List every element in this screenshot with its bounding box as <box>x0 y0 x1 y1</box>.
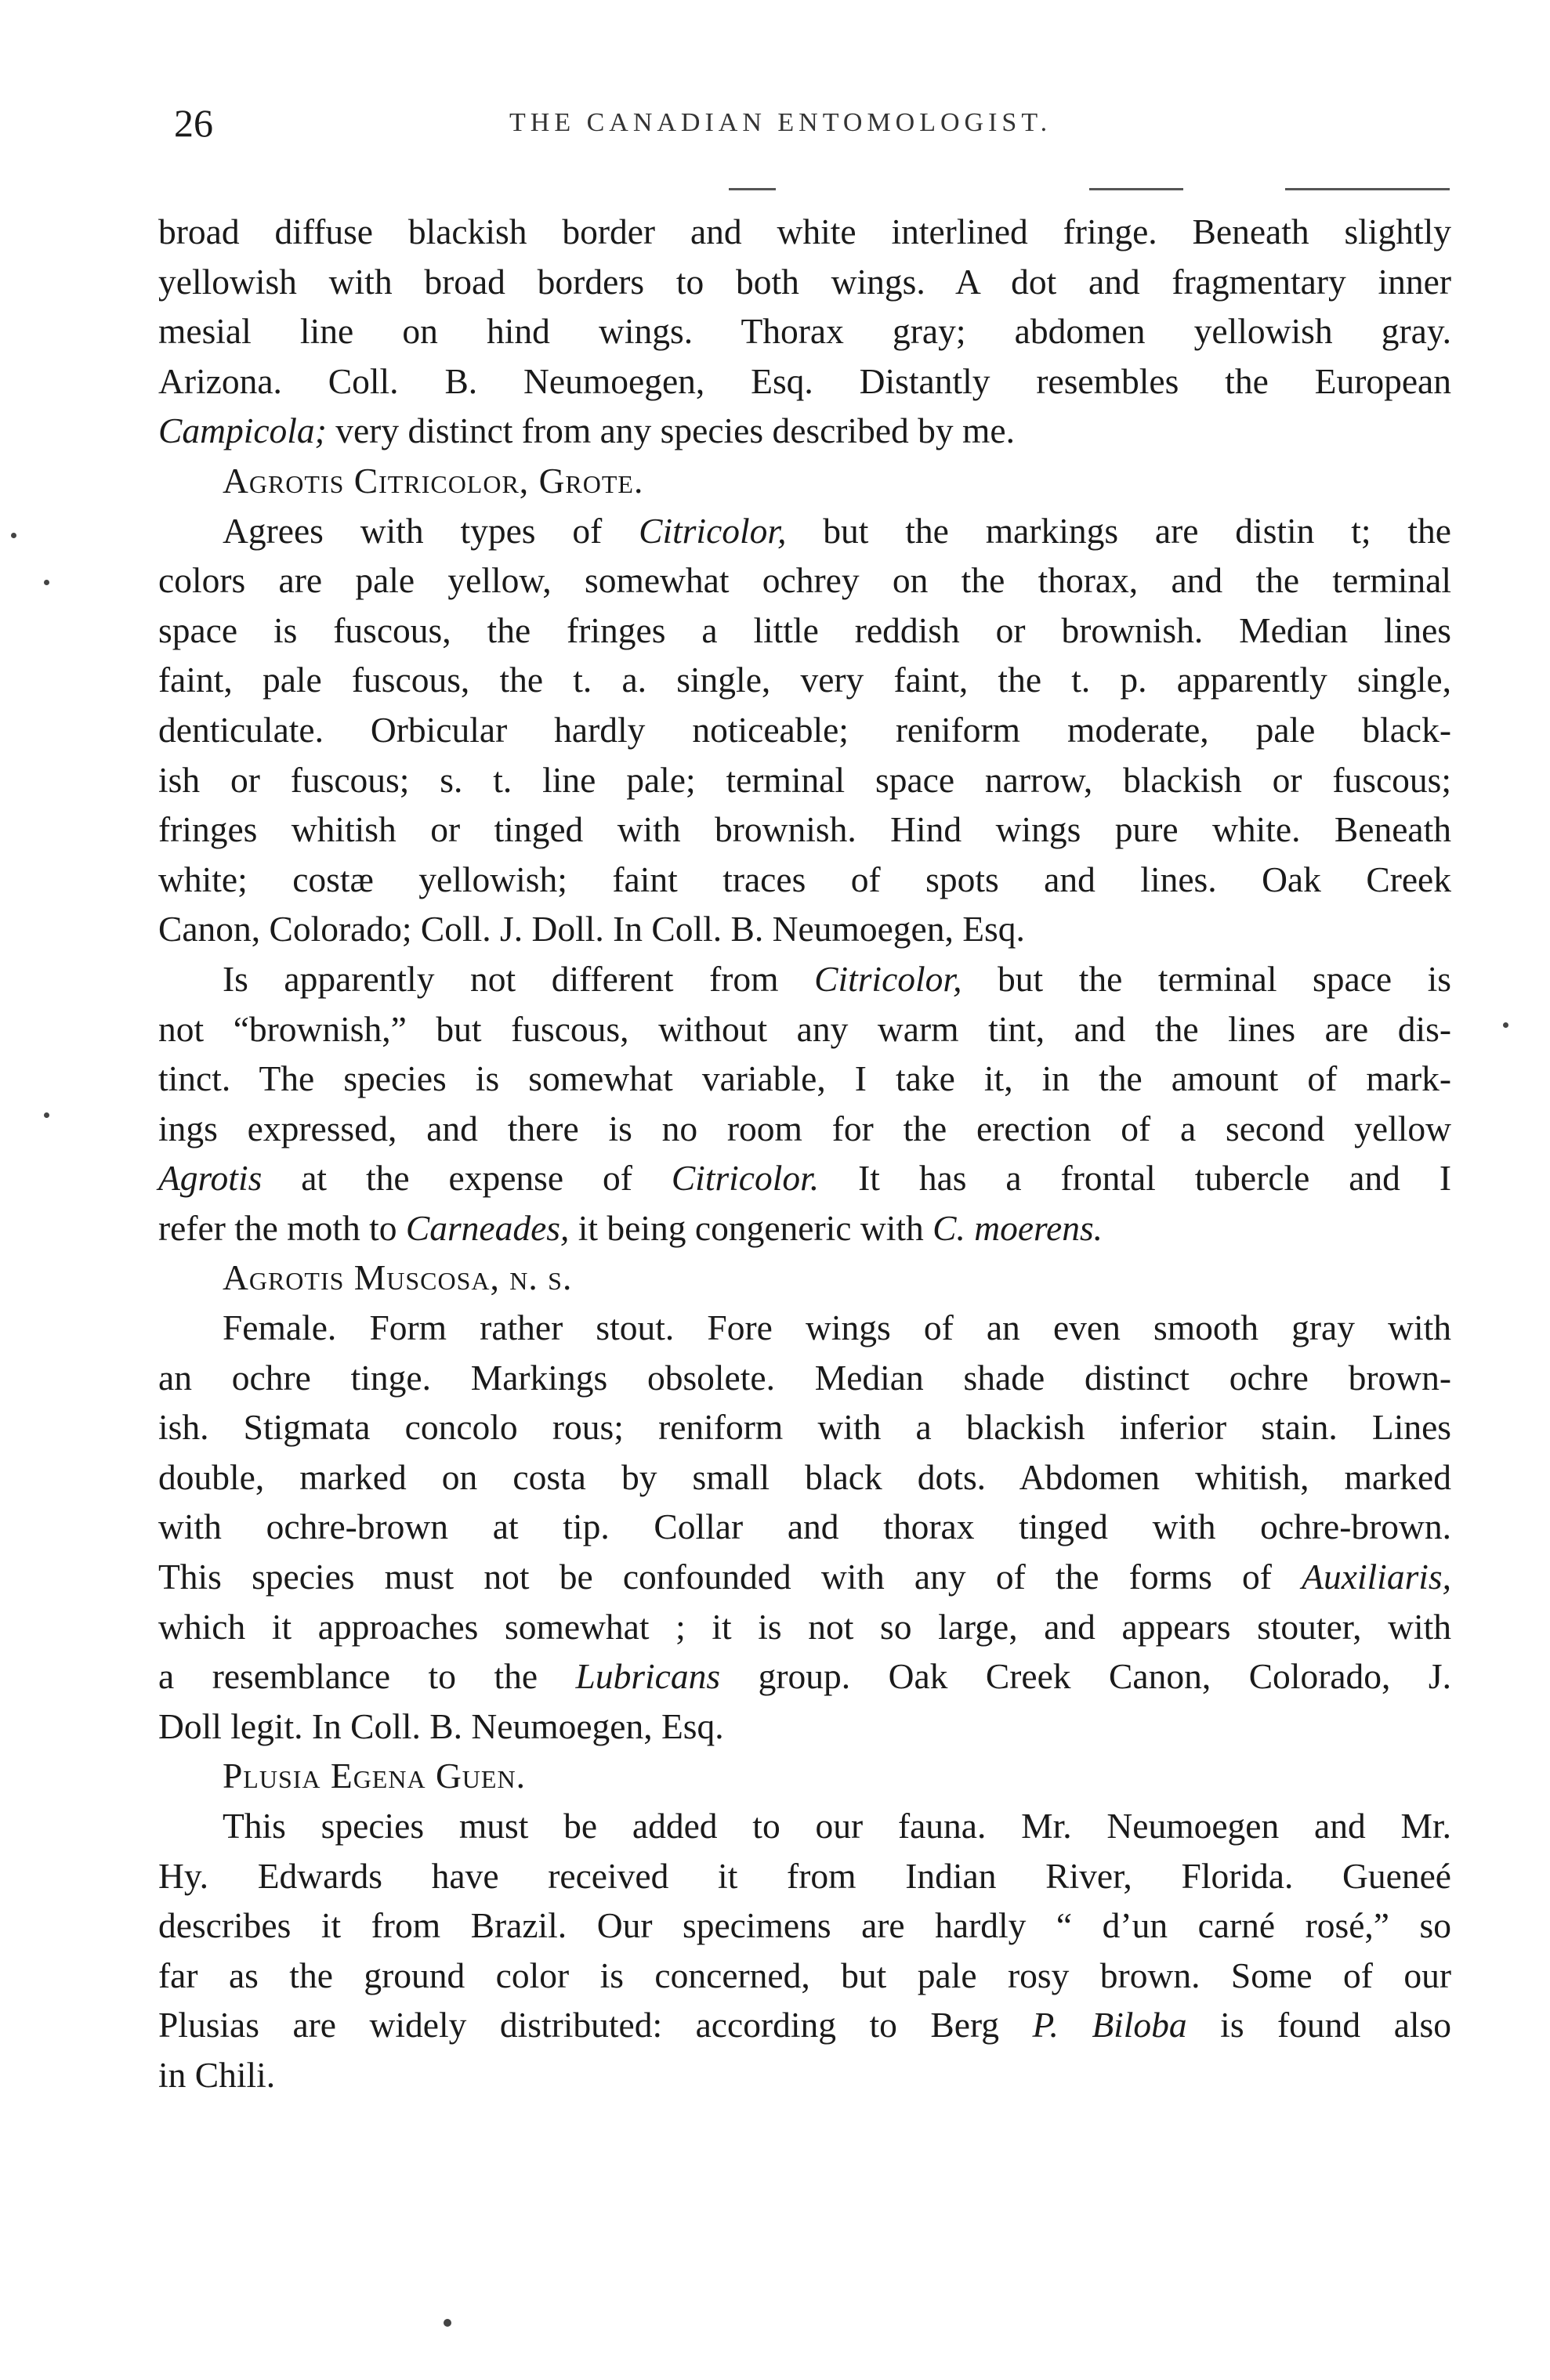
paragraph-continued <box>158 207 1451 456</box>
text-run: a resemblance to the <box>158 1656 576 1697</box>
paragraph-citricolor <box>158 506 1451 954</box>
header-rule-segment <box>1285 188 1450 190</box>
text-line: Doll legit. In Coll. B. Neumoegen, Esq. <box>158 1705 724 1746</box>
paragraph-muscosa <box>158 1303 1451 1751</box>
text-line: colors are pale yellow, somewhat ochrey on the thorax, and the terminal <box>158 560 1451 601</box>
page-number: 26 <box>174 101 213 145</box>
species-heading-citricolor <box>158 456 1451 506</box>
text-line: tinct. The species is somewhat variable, I take it, in the amount of mark- <box>158 1058 1451 1099</box>
heading-author: Guen. <box>426 1756 526 1796</box>
scan-speck <box>44 580 49 585</box>
text-run: Is apparently not different from <box>223 958 815 999</box>
text-line: faint, pale fuscous, the t. a. single, very faint, the t. p. apparently single, <box>158 660 1451 700</box>
species-name: Citricolor, <box>814 958 962 999</box>
text-line: with ochre-brown at tip. Collar and thorax tinged with ochre-brown. <box>158 1506 1451 1547</box>
text-line <box>158 954 1451 1004</box>
heading-name: Agrotis Muscosa, <box>223 1257 500 1298</box>
text-line: yellowish with broad borders to both wings. A dot and fragmentary inner <box>158 261 1451 302</box>
species-name: Campicola; <box>158 411 327 451</box>
heading-name: Plusia Egena <box>223 1756 426 1796</box>
text-line <box>158 406 1451 456</box>
paragraph-citricolor-remarks <box>158 954 1451 1253</box>
text-line <box>158 2000 1451 2050</box>
text-line <box>158 1203 1451 1253</box>
text-line: ish or fuscous; s. t. line pale; terminal space narrow, blackish or fuscous; <box>158 759 1451 800</box>
scan-speck <box>11 533 16 538</box>
text-run: group. Oak Creek Canon, Colorado, J. <box>720 1656 1451 1697</box>
header-rule-segment <box>729 188 776 190</box>
text-run: but the terminal space is <box>962 958 1451 999</box>
species-name: Carneades, <box>405 1207 570 1248</box>
text-line: not “brownish,” but fuscous, without any warm tint, and the lines are dis- <box>158 1008 1451 1049</box>
text-run: Agrees with types of <box>223 510 639 551</box>
text-line: denticulate. Orbicular hardly noticeable; reniform moderate, pale black- <box>158 709 1451 750</box>
text-line: Arizona. Coll. B. Neumoegen, Esq. Distantly resembles the European <box>158 360 1451 401</box>
text-line: Canon, Colorado; Coll. J. Doll. In Coll. B. Neumoegen, Esq. <box>158 909 1025 949</box>
text-line <box>158 1153 1451 1203</box>
running-title: THE CANADIAN ENTOMOLOGIST. <box>509 108 1052 137</box>
header-rule-segment <box>1089 188 1183 190</box>
text-run: it being congeneric with <box>569 1207 933 1248</box>
text-line: Hy. Edwards have received it from Indian River, Florida. Gueneé <box>158 1855 1451 1896</box>
text-line: broad diffuse blackish border and white interlined fringe. Beneath slightly <box>158 212 1451 251</box>
text-line: fringes whitish or tinged with brownish. Hind wings pure white. Beneath <box>158 809 1451 850</box>
text-run: very distinct from any species described by me. <box>326 411 1015 451</box>
text-line <box>158 1552 1451 1602</box>
text-run: This species must not be confounded with any of the forms of <box>158 1557 1302 1597</box>
species-name: C. moerens. <box>933 1207 1103 1248</box>
text-line: describes it from Brazil. Our specimens are hardly “ d’un carné rosé,” so <box>158 1905 1451 1946</box>
text-line: ish. Stigmata concolo rous; reniform with a blackish inferior stain. Lines <box>158 1407 1451 1448</box>
species-name: P. Biloba <box>1032 2005 1187 2045</box>
heading-author: n. s. <box>499 1257 573 1298</box>
species-name: Citricolor. <box>671 1158 820 1199</box>
text-line: space is fuscous, the fringes a little reddish or brownish. Median lines <box>158 609 1451 650</box>
text-run: but the markings are distin t; the <box>786 510 1451 551</box>
text-run: refer the moth to <box>158 1207 406 1248</box>
text-run: is found also <box>1186 2005 1451 2045</box>
text-run: It has a frontal tubercle and I <box>819 1158 1451 1199</box>
heading-name: Agrotis Citricolor, <box>223 460 530 501</box>
scan-speck <box>444 2319 451 2327</box>
text-line: double, marked on costa by small black dots. Abdomen whitish, marked <box>158 1456 1451 1497</box>
heading-author: Grote. <box>529 460 644 501</box>
text-line: far as the ground color is concerned, but pale rosy brown. Some of our <box>158 1955 1451 1995</box>
species-name: Auxiliaris, <box>1302 1557 1451 1597</box>
text-run: at the expense of <box>262 1158 672 1199</box>
body-text <box>158 207 1451 2100</box>
paragraph-egena <box>158 1801 1451 2100</box>
text-line <box>158 1651 1451 1702</box>
text-line: white; costæ yellowish; faint traces of spots and lines. Oak Creek <box>158 859 1451 899</box>
text-line: ings expressed, and there is no room for the erection of a second yellow <box>158 1108 1451 1148</box>
text-line <box>158 506 1451 556</box>
text-line: Female. Form rather stout. Fore wings of an even smooth gray with <box>223 1308 1451 1348</box>
text-line: This species must be added to our fauna. Mr. Neumoegen and Mr. <box>223 1806 1451 1846</box>
species-name: Citricolor, <box>639 510 787 551</box>
species-heading-muscosa <box>158 1253 1451 1303</box>
species-heading-egena <box>158 1751 1451 1801</box>
text-line: in Chili. <box>158 2054 276 2095</box>
scan-speck <box>44 1112 49 1118</box>
text-run: Plusias are widely distributed: according to Berg <box>158 2005 1033 2045</box>
species-name: Agrotis <box>158 1158 263 1199</box>
text-line: an ochre tinge. Markings obsolete. Median shade distinct ochre brown- <box>158 1357 1451 1398</box>
text-line: which it approaches somewhat ; it is not so large, and appears stouter, with <box>158 1606 1451 1647</box>
text-line: mesial line on hind wings. Thorax gray; abdomen yellowish gray. <box>158 311 1451 352</box>
scan-speck <box>1503 1022 1508 1028</box>
species-name: Lubricans <box>575 1656 721 1697</box>
